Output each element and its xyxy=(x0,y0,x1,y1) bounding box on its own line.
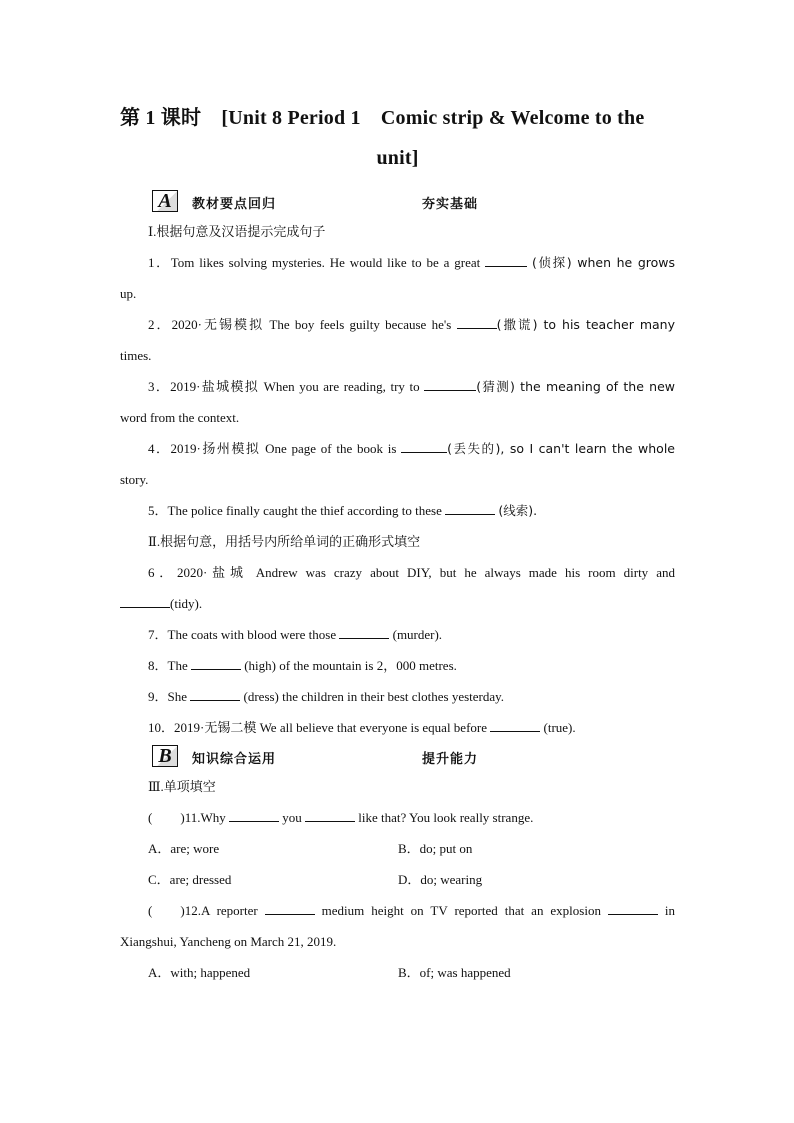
question-11-options-row-2 xyxy=(120,864,675,895)
part2-heading: Ⅱ.根据句意，用括号内所给单词的正确形式填空 xyxy=(148,534,421,549)
section-a-badge-icon: A xyxy=(152,190,178,212)
question-7: 7．The coats with blood were those (murder). xyxy=(148,627,443,642)
answer-blank[interactable] xyxy=(457,316,497,329)
question-6-line-2: (tidy). xyxy=(120,588,675,619)
title-line-2: unit] xyxy=(376,147,419,169)
section-b-badge-icon: B xyxy=(152,745,178,767)
question-4-line-1: 4．2019·扬州模拟 One page of the book is (丢失的), so I can't learn the whole xyxy=(148,441,675,456)
option-a[interactable]: A．with; happened xyxy=(148,965,251,980)
question-12-line-1: ( )12.A reporter medium height on TV reported that an explosion in xyxy=(148,903,676,918)
question-12-options-row-1 xyxy=(120,957,675,988)
question-12-line-2: Xiangshui, Yancheng on March 21, 2019. xyxy=(120,934,337,949)
question-3-line-1: 3．2019·盐城模拟 When you are reading, try to (猜测) the meaning of the new xyxy=(148,379,676,394)
question-5: 5．The police finally caught the thief according to these (线索). xyxy=(148,503,538,518)
part3-heading: Ⅲ.单项填空 xyxy=(148,779,216,794)
option-b[interactable]: B．do; put on xyxy=(398,841,473,856)
answer-blank[interactable] xyxy=(339,626,389,639)
section-a-title: 教材要点回归 xyxy=(192,197,277,212)
section-b-header xyxy=(120,743,675,771)
question-2-line-2: times. xyxy=(120,348,152,363)
section-a-header xyxy=(120,188,675,216)
question-3-line-2: word from the context. xyxy=(120,410,240,425)
option-a[interactable]: A．are; wore xyxy=(148,841,220,856)
answer-blank[interactable] xyxy=(229,809,279,822)
option-d[interactable]: D．do; wearing xyxy=(398,872,483,887)
answer-blank[interactable] xyxy=(424,378,476,391)
part1-heading: Ⅰ.根据句意及汉语提示完成句子 xyxy=(148,224,326,239)
question-9: 9．She (dress) the children in their best clothes yesterday. xyxy=(148,689,505,704)
worksheet-page xyxy=(120,0,675,988)
answer-blank[interactable] xyxy=(445,502,495,515)
answer-blank[interactable] xyxy=(120,595,170,608)
question-1-line-2: up. xyxy=(120,286,137,301)
option-c[interactable]: C．are; dressed xyxy=(148,872,232,887)
answer-blank[interactable] xyxy=(305,809,355,822)
answer-blank[interactable] xyxy=(190,688,240,701)
answer-blank[interactable] xyxy=(191,657,241,670)
question-10: 10．2019·无锡二模 We all believe that everyone is equal before (true). xyxy=(148,720,576,735)
question-1-line-1: 1．Tom likes solving mysteries. He would like to be a great (侦探) when he grows xyxy=(148,255,676,270)
title-line-1: 第 1 课时 [Unit 8 Period 1 Comic strip & Welcome to the xyxy=(120,107,645,129)
answer-blank[interactable] xyxy=(401,440,447,453)
question-6-line-1: 6．2020·盐城 Andrew was crazy about DIY, but he always made his room dirty and xyxy=(148,565,675,580)
question-11-options-row-1 xyxy=(120,833,675,864)
question-8: 8．The (high) of the mountain is 2，000 metres. xyxy=(148,658,457,673)
option-b[interactable]: B．of; was happened xyxy=(398,965,511,980)
section-b-title: 知识综合运用 xyxy=(192,752,277,767)
answer-blank[interactable] xyxy=(265,902,315,915)
question-2-line-1: 2．2020·无锡模拟 The boy feels guilty because he's (撒谎) to his teacher many xyxy=(148,317,676,332)
section-b-subtitle: 提升能力 xyxy=(422,752,479,767)
answer-blank[interactable] xyxy=(608,902,658,915)
answer-blank[interactable] xyxy=(490,719,540,732)
question-11: ( )11.Why you like that? You look really strange. xyxy=(148,810,534,825)
question-4-line-2: story. xyxy=(120,472,149,487)
section-a-subtitle: 夯实基础 xyxy=(422,197,479,212)
page-title xyxy=(120,98,675,178)
answer-blank[interactable] xyxy=(485,254,527,267)
